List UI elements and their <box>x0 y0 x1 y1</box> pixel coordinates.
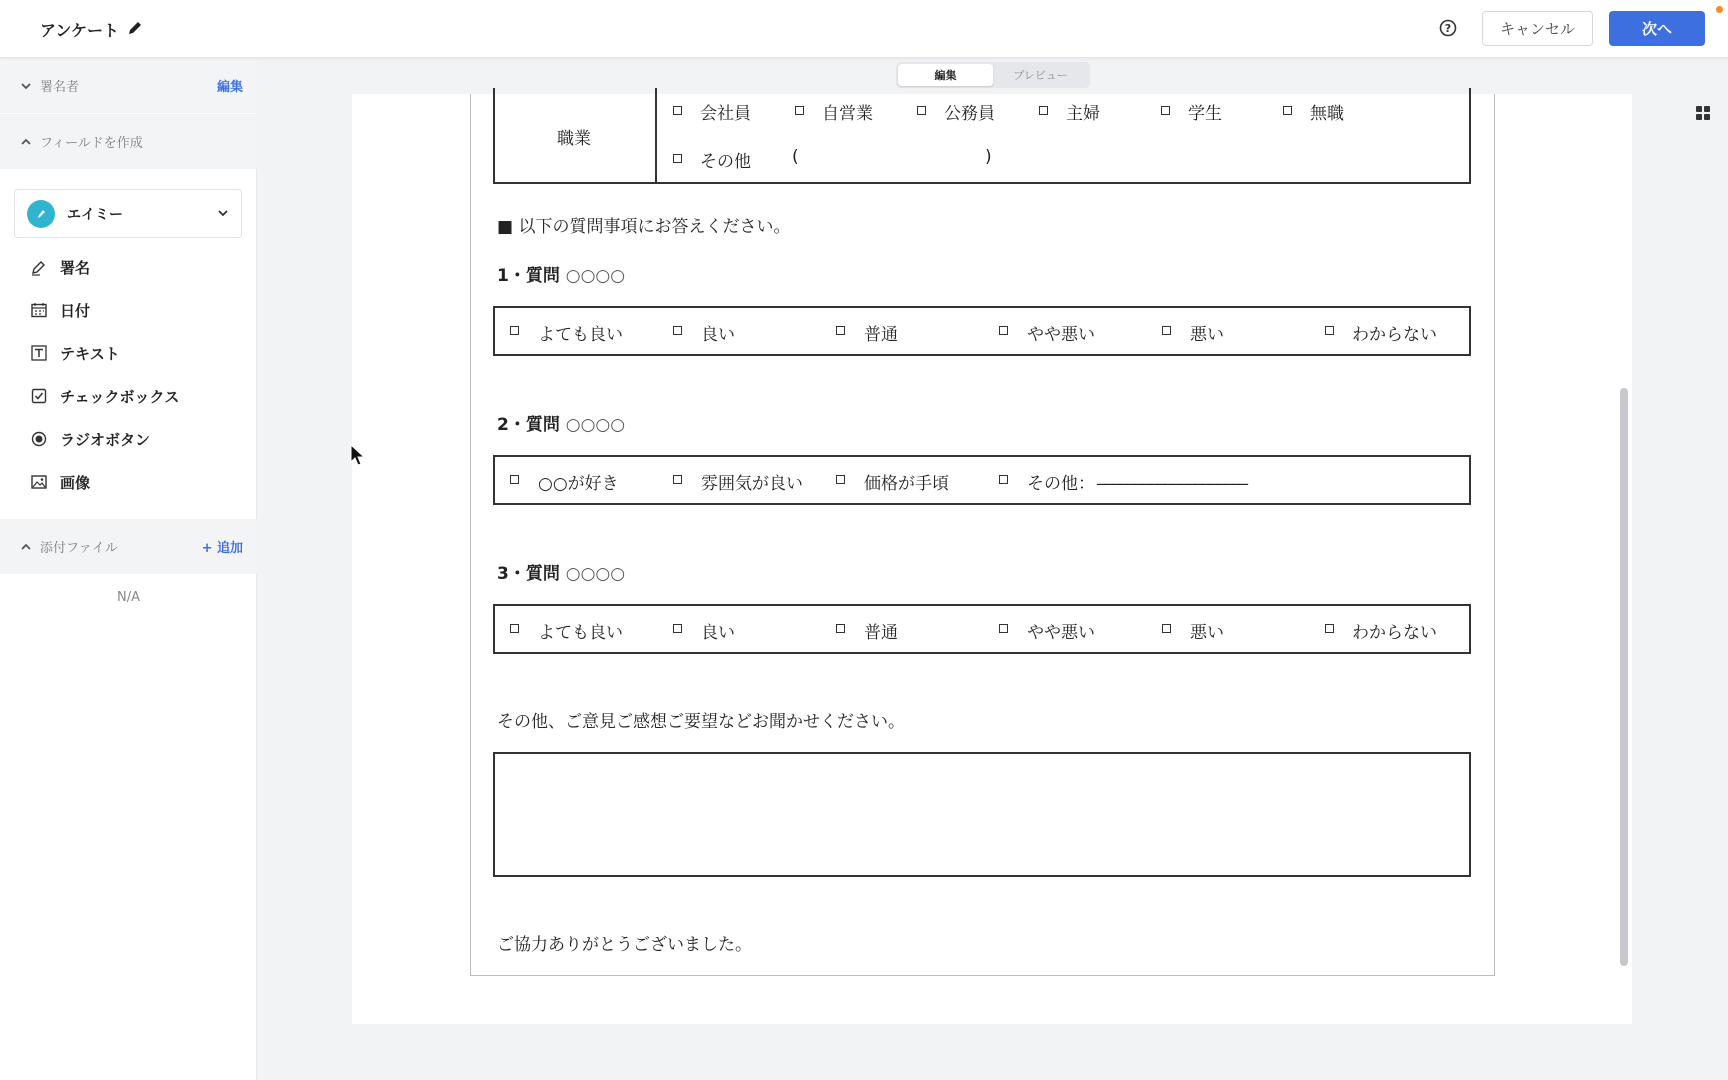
attachments-empty: N/A <box>117 590 140 605</box>
option-label: その他 <box>700 152 751 172</box>
comments-box[interactable] <box>493 752 1471 877</box>
checkbox[interactable] <box>999 624 1008 633</box>
option-label: 主婦 <box>1066 104 1100 124</box>
option-label: ○○が好き <box>538 474 619 494</box>
signers-edit-link[interactable]: 編集 <box>216 80 243 95</box>
option-label: よても良い <box>538 623 623 643</box>
option-label: よても良い <box>538 325 623 345</box>
fields-section-header[interactable] <box>0 114 257 169</box>
chevron-down-icon[interactable] <box>20 80 32 92</box>
checkbox[interactable] <box>1283 106 1292 115</box>
option-label: 良い <box>701 325 735 345</box>
option-label: 公務員 <box>944 104 995 124</box>
tab-preview[interactable]: プレビュー <box>1013 69 1068 82</box>
signature-icon <box>30 258 48 276</box>
checkbox[interactable] <box>1325 624 1334 633</box>
avatar <box>27 200 55 228</box>
option-label: その他： <box>1027 474 1095 494</box>
checkbox[interactable] <box>1039 106 1048 115</box>
notification-dot <box>1716 6 1723 13</box>
field-label: 日付 <box>60 301 91 320</box>
checkbox[interactable] <box>673 326 682 335</box>
option-label: 普通 <box>864 623 898 643</box>
attachments-header-label: 添付ファイル <box>40 541 118 556</box>
field-date[interactable] <box>30 298 90 322</box>
option-label: 良い <box>701 623 735 643</box>
option-label: やや悪い <box>1027 325 1095 345</box>
checkbox[interactable] <box>510 475 519 484</box>
intro-text: ■ 以下の質問事項にお答えください。 <box>497 217 791 237</box>
field-signature[interactable] <box>30 255 90 279</box>
paren-open: ( <box>792 147 799 167</box>
scrollbar-thumb[interactable] <box>1620 388 1628 966</box>
question-2-label <box>497 410 625 435</box>
radio-button-icon <box>30 430 48 448</box>
question-number: 1・質問 <box>497 266 560 286</box>
checkbox[interactable] <box>510 624 519 633</box>
field-label: 署名 <box>60 258 91 277</box>
option-label: 普通 <box>864 325 898 345</box>
chevron-up-icon[interactable] <box>20 541 32 553</box>
checkbox[interactable] <box>673 624 682 633</box>
option-label: わからない <box>1352 325 1437 345</box>
checkbox[interactable] <box>836 624 845 633</box>
checkbox[interactable] <box>1162 326 1171 335</box>
question-number: 3・質問 <box>497 564 560 584</box>
svg-text:?: ? <box>1444 22 1452 35</box>
occupation-label: 職業 <box>557 129 591 149</box>
chevron-up-icon[interactable] <box>20 136 32 148</box>
image-icon <box>30 473 48 491</box>
checkbox[interactable] <box>999 326 1008 335</box>
checkbox[interactable] <box>510 326 519 335</box>
checkbox[interactable] <box>673 106 682 115</box>
next-button[interactable]: 次へ <box>1609 11 1705 46</box>
checkbox[interactable] <box>1162 624 1171 633</box>
field-label: チェックボックス <box>60 387 180 406</box>
sidebar <box>0 58 257 1080</box>
thumbnail-grid-icon[interactable] <box>1694 104 1712 122</box>
field-label: ラジオボタン <box>60 430 151 449</box>
field-image[interactable] <box>30 470 90 494</box>
field-label: テキスト <box>60 344 120 363</box>
option-label: 自営業 <box>822 104 873 124</box>
view-toggle <box>896 62 1090 88</box>
help-icon[interactable] <box>1438 18 1458 38</box>
field-label: 画像 <box>60 473 91 492</box>
calendar-icon <box>30 301 48 319</box>
tab-edit[interactable]: 編集 <box>898 64 993 86</box>
paren-close: ) <box>985 147 992 167</box>
checkbox[interactable] <box>795 106 804 115</box>
question-number: 2・質問 <box>497 415 560 435</box>
chevron-down-icon[interactable] <box>217 204 229 223</box>
fill-in-line: ____________________ <box>1097 466 1247 486</box>
option-label: 悪い <box>1190 623 1224 643</box>
option-label: 学生 <box>1188 104 1222 124</box>
option-label: 悪い <box>1190 325 1224 345</box>
signer-name: エイミー <box>67 206 123 223</box>
checkbox[interactable] <box>836 475 845 484</box>
pencil-icon[interactable] <box>127 20 143 40</box>
checkbox[interactable] <box>1325 326 1334 335</box>
option-label: 雰囲気が良い <box>701 474 803 494</box>
cancel-button[interactable]: キャンセル <box>1482 11 1593 46</box>
thanks-text: ご協力ありがとうございました。 <box>497 935 752 955</box>
question-placeholder: ○○○○ <box>565 415 626 435</box>
signers-header-label: 署名者 <box>40 80 80 95</box>
checkbox[interactable] <box>999 475 1008 484</box>
table-divider <box>655 88 657 182</box>
signers-section-header[interactable] <box>0 58 257 113</box>
checkbox[interactable] <box>917 106 926 115</box>
question-1-label <box>497 261 625 286</box>
question-3-label <box>497 559 625 584</box>
question-placeholder: ○○○○ <box>565 266 626 286</box>
field-text[interactable] <box>30 341 120 365</box>
option-label: わからない <box>1352 623 1437 643</box>
document-title[interactable] <box>40 18 143 41</box>
option-label: 価格が手頃 <box>864 474 949 494</box>
question-2-options <box>493 455 1471 505</box>
option-label: やや悪い <box>1027 623 1095 643</box>
option-label: 無職 <box>1310 104 1344 124</box>
fields-header-label: フィールドを作成 <box>40 136 143 151</box>
attachments-add-link[interactable]: + 追加 <box>201 541 243 556</box>
field-checkbox[interactable] <box>30 384 179 408</box>
checkbox-icon <box>30 387 48 405</box>
checkbox[interactable] <box>673 475 682 484</box>
field-radio[interactable] <box>30 427 150 451</box>
app-header <box>0 0 1728 58</box>
option-label: 会社員 <box>700 104 751 124</box>
question-placeholder: ○○○○ <box>565 564 626 584</box>
mouse-cursor-icon <box>350 444 366 468</box>
checkbox[interactable] <box>673 154 682 163</box>
attachments-section-header[interactable] <box>0 519 257 574</box>
signer-select[interactable] <box>14 189 242 238</box>
text-field-icon <box>30 344 48 362</box>
document-title-text: アンケート <box>40 21 120 40</box>
checkbox[interactable] <box>836 326 845 335</box>
comments-prompt: その他、ご意見ご感想ご要望などお聞かせください。 <box>497 712 905 732</box>
checkbox[interactable] <box>1161 106 1170 115</box>
